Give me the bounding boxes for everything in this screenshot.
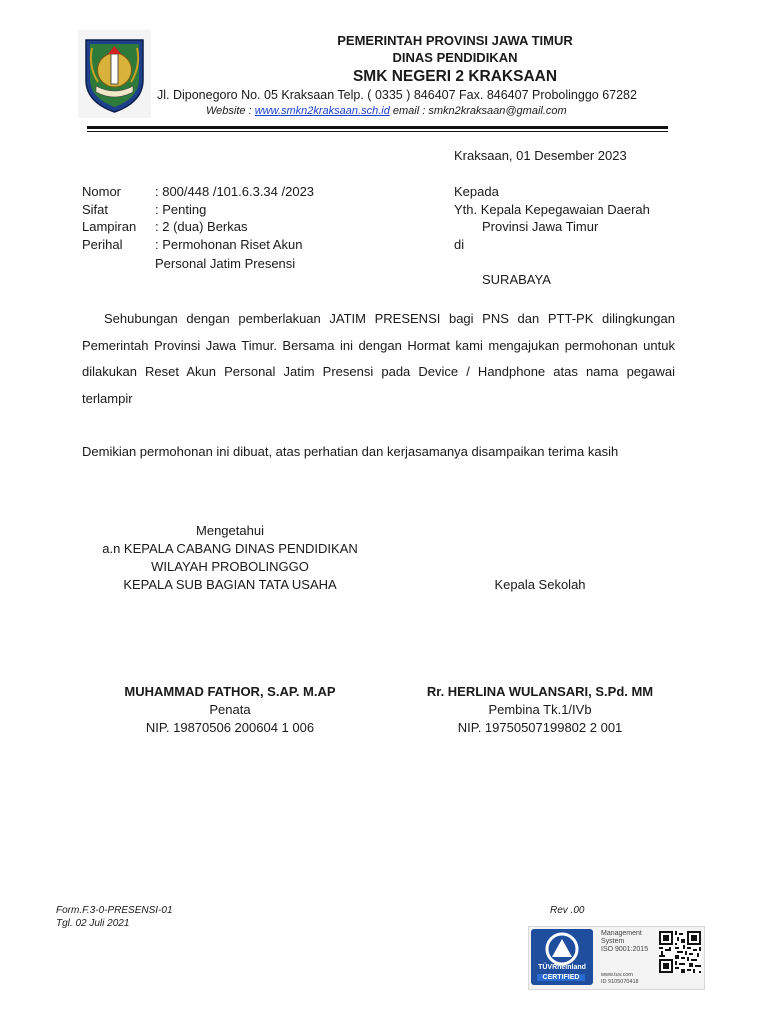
sign-left-title3: WILAYAH PROBOLINGGO <box>151 559 309 574</box>
government-heading: PEMERINTAH PROVINSI JAWA TIMUR <box>337 33 573 48</box>
lampiran-value: : 2 (dua) Berkas <box>155 219 248 234</box>
recipient-di: di <box>454 237 465 252</box>
form-date: Tgl. 02 Juli 2021 <box>56 918 130 929</box>
perihal-label: Perihal <box>82 237 123 252</box>
sign-left-nip: NIP. 19870506 200604 1 006 <box>145 720 315 735</box>
contact-line <box>206 105 567 117</box>
certification-badge <box>528 926 705 990</box>
cert-url: www.tuv.com <box>601 972 633 978</box>
sign-left-title1: Mengetahui <box>196 523 264 538</box>
cert-line2: System <box>601 938 625 945</box>
recipient-line2: Provinsi Jawa Timur <box>482 219 599 234</box>
sign-left-name: MUHAMMAD FATHOR, S.AP. M.AP <box>124 684 336 699</box>
perihal-value-line1: : Permohonan Riset Akun <box>155 237 303 252</box>
body-paragraph-2: Demikian permohonan ini dibuat, atas perhatian dan kerjasamanya disampaikan terima kasih <box>82 444 619 459</box>
qr-code-icon <box>659 931 701 973</box>
tuv-brand: TÜVRheinland <box>538 964 586 971</box>
perihal-value-line2: Personal Jatim Presensi <box>155 256 296 271</box>
cert-id: ID 9105070418 <box>601 979 639 985</box>
sign-right-name: Rr. HERLINA WULANSARI, S.Pd. MM <box>426 684 654 699</box>
email-address: smkn2kraksaan@gmail.com <box>428 105 567 117</box>
sign-right-nip: NIP. 19750507199802 2 001 <box>457 720 623 735</box>
nomor-label: Nomor <box>82 184 122 199</box>
revision: Rev .00 <box>550 905 585 916</box>
sign-right-title: Kepala Sekolah <box>494 577 586 592</box>
website-link[interactable]: www.smkn2kraksaan.sch.id <box>254 105 390 117</box>
sign-left-title4: KEPALA SUB BAGIAN TATA USAHA <box>123 577 337 592</box>
website-label: Website : <box>206 105 255 117</box>
cert-line1: Management <box>601 930 642 937</box>
header-rule-thick <box>87 126 668 129</box>
school-name: SMK NEGERI 2 KRAKSAAN <box>352 68 558 85</box>
tuv-certified: CERTIFIED <box>537 974 585 981</box>
sign-right-rank: Pembina Tk.1/IVb <box>488 702 592 717</box>
province-emblem-icon <box>78 30 151 118</box>
sign-left-title2: a.n KEPALA CABANG DINAS PENDIDIKAN <box>102 541 358 556</box>
agency-heading: DINAS PENDIDIKAN <box>392 50 518 65</box>
body-paragraph-1: Sehubungan dengan pemberlakuan JATIM PRESENSI bagi PNS dan PTT-PK dilingkungan Pemerintah Provinsi Jawa Timur. Bersama ini dengan Hormat kami mengajukan permohonan untuk dilakukan Reset Akun Personal Jatim Presensi pada Device / Handphone atas nama pegawai terlampir <box>82 311 675 406</box>
email-label: email : <box>389 105 429 117</box>
form-code: Form.F.3-0-PRESENSI-01 <box>56 905 173 916</box>
letter-date: Kraksaan, 01 Desember 2023 <box>454 148 627 163</box>
school-address: Jl. Diponegoro No. 05 Kraksaan Telp. ( 0335 ) 846407 Fax. 846407 Probolinggo 67282 <box>157 88 637 102</box>
recipient-city: SURABAYA <box>482 272 551 287</box>
lampiran-label: Lampiran <box>82 219 137 234</box>
header-rule-thin <box>87 131 668 132</box>
cert-line3: ISO 9001:2015 <box>601 946 649 953</box>
recipient-kepada: Kepada <box>454 184 499 199</box>
sign-left-rank: Penata <box>209 702 251 717</box>
sifat-label: Sifat <box>82 202 109 217</box>
sifat-value: : Penting <box>155 202 207 217</box>
nomor-value: : 800/448 /101.6.3.34 /2023 <box>155 184 315 199</box>
recipient-line1: Yth. Kepala Kepegawaian Daerah <box>454 202 650 217</box>
